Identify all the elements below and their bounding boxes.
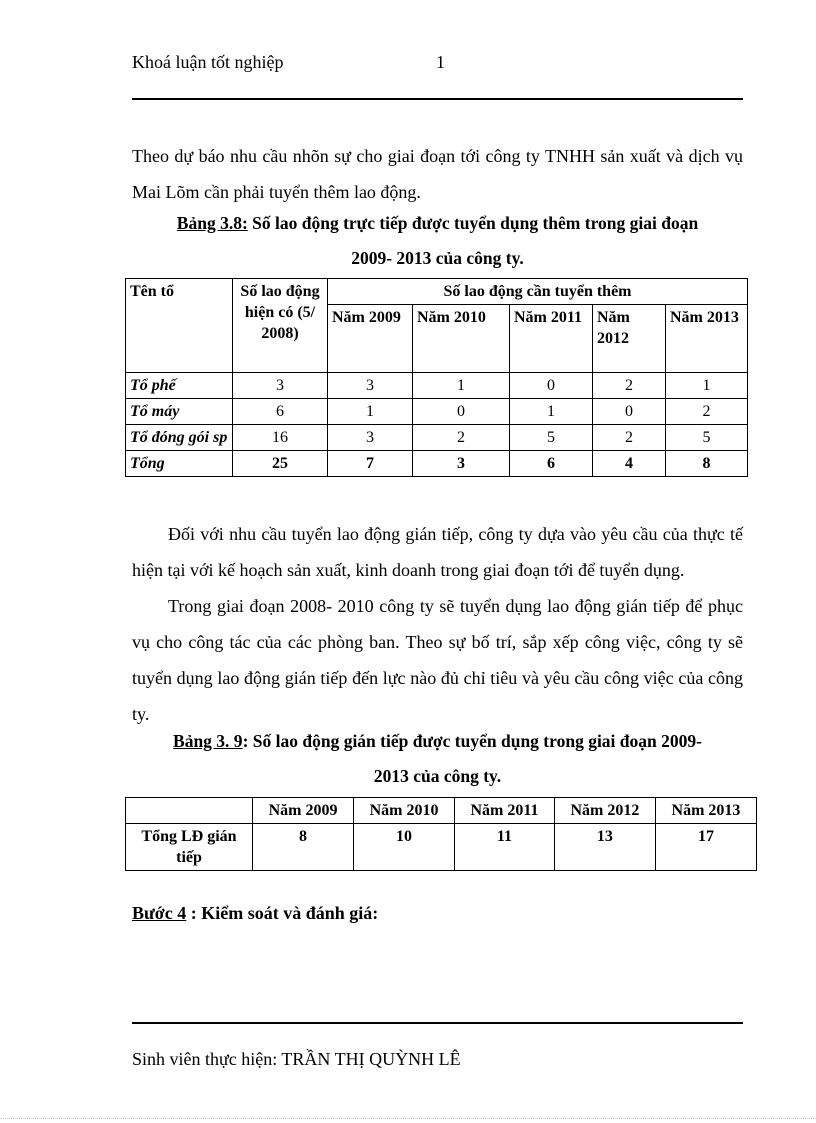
header-current: Số lao động hiện có (5/ 2008) (233, 279, 328, 373)
header-team: Tên tổ (126, 279, 233, 373)
table-direct-labor (125, 278, 748, 477)
table1-caption-label: Bảng 3.8: (176, 213, 248, 233)
header-title: Khoá luận tốt nghiệp (132, 52, 284, 72)
body-paragraphs (132, 516, 743, 732)
year-value: 6 (510, 451, 593, 477)
year-value: 3 (328, 425, 413, 451)
current-count: 6 (233, 399, 328, 425)
page-edge-divider (0, 1118, 816, 1119)
team-name: Tổ đóng gói sp (126, 425, 233, 451)
table-row (126, 373, 748, 399)
table1-caption (132, 206, 743, 276)
table2-caption-line2: 2013 của công ty. (373, 766, 502, 786)
year-value: 1 (666, 373, 748, 399)
year-value: 0 (510, 373, 593, 399)
header-year: Năm 2012 (593, 305, 666, 373)
table2-caption-label: Bảng 3. 9 (173, 731, 243, 751)
year-value: 3 (328, 373, 413, 399)
header-year: Năm 2010 (413, 305, 510, 373)
year-value: 10 (354, 824, 455, 871)
year-value: 1 (328, 399, 413, 425)
year-value: 0 (413, 399, 510, 425)
table2-caption-text: : Số lao động gián tiếp được tuyển dụng trong giai đoạn 2009- (242, 731, 702, 751)
header-year: Năm 2011 (510, 305, 593, 373)
header-year: Năm 2012 (554, 798, 655, 824)
table-indirect-labor (125, 797, 757, 871)
table-row (126, 824, 757, 871)
year-value: 2 (666, 399, 748, 425)
year-value: 0 (593, 399, 666, 425)
year-value: 11 (455, 824, 555, 871)
paragraph-indirect-plan: Trong giai đoạn 2008- 2010 công ty sẽ tuyển dụng lao động gián tiếp để phục vụ cho công tác của các phòng ban. Theo sự bố trí, sắp xếp công việc, công ty sẽ tuyển dụng lao động gián tiếp đến lực nào đủ chỉ tiêu và yêu cầu công việc của công ty. (132, 596, 743, 724)
year-value: 2 (593, 425, 666, 451)
year-value: 7 (328, 451, 413, 477)
year-value: 1 (510, 399, 593, 425)
team-name: Tổ máy (126, 399, 233, 425)
year-value: 5 (666, 425, 748, 451)
header-year: Năm 2011 (455, 798, 555, 824)
table-row-total (126, 451, 748, 477)
year-value: 8 (253, 824, 354, 871)
footer-rule (132, 1022, 743, 1024)
page-number: 1 (436, 52, 445, 72)
paragraph-indirect-needs: Đối với nhu cầu tuyển lao động gián tiếp, công ty dựa vào yêu cầu của thực tế hiện tại với kế hoạch sản xuất, kinh doanh trong giai đoạn tới để tuyển dụng. (132, 524, 743, 580)
table2-caption (132, 724, 743, 794)
year-value: 17 (655, 824, 756, 871)
header-rule (132, 98, 743, 100)
intro-paragraph (132, 138, 743, 210)
team-name: Tổng (126, 451, 233, 477)
team-name: Tổ phế (126, 373, 233, 399)
table1-caption-line2: 2009- 2013 của công ty. (351, 248, 524, 268)
year-value: 4 (593, 451, 666, 477)
year-value: 2 (413, 425, 510, 451)
header-needed: Số lao động cần tuyển thêm (328, 279, 748, 305)
year-value: 5 (510, 425, 593, 451)
header-year: Năm 2013 (666, 305, 748, 373)
year-value: 8 (666, 451, 748, 477)
table1-caption-text: Số lao động trực tiếp được tuyển dụng thêm trong giai đoạn (247, 213, 699, 233)
intro-text: Theo dự báo nhu cầu nhõn sự cho giai đoạn tới công ty TNHH sản xuất và dịch vụ Mai Lõm cần phải tuyển thêm lao động. (132, 146, 743, 202)
header-year: Năm 2010 (354, 798, 455, 824)
year-value: 2 (593, 373, 666, 399)
year-value: 13 (554, 824, 655, 871)
header-year: Năm 2009 (253, 798, 354, 824)
corner-cell (126, 798, 253, 824)
table-row (126, 399, 748, 425)
row-label: Tổng LĐ gián tiếp (126, 824, 253, 871)
current-count: 3 (233, 373, 328, 399)
year-value: 3 (413, 451, 510, 477)
step-text: : Kiểm soát và đánh giá: (186, 903, 379, 923)
step-heading (132, 903, 378, 924)
footer-author: Sinh viên thực hiện: TRẦN THỊ QUỲNH LÊ (132, 1049, 461, 1069)
current-count: 25 (233, 451, 328, 477)
year-value: 1 (413, 373, 510, 399)
current-count: 16 (233, 425, 328, 451)
header-year: Năm 2013 (655, 798, 756, 824)
step-label: Bước 4 (132, 903, 187, 923)
table-row (126, 425, 748, 451)
header-year: Năm 2009 (328, 305, 413, 373)
